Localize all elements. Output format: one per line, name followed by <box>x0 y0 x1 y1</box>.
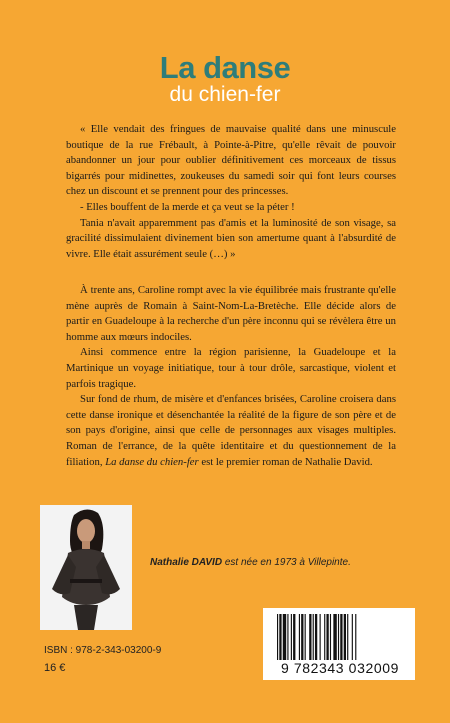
book-title: La danse <box>159 50 291 85</box>
barcode <box>263 608 415 680</box>
barcode-bar <box>279 614 281 660</box>
author-bio: est née en 1973 à Villepinte. <box>222 557 351 568</box>
barcode-bar <box>315 614 317 660</box>
barcode-bar <box>301 614 303 660</box>
barcode-bar <box>299 614 300 660</box>
author-name: Nathalie DAVID <box>150 557 223 568</box>
price: 16 € <box>44 662 66 674</box>
isbn: ISBN : 978-2-343-03200-9 <box>44 645 162 656</box>
quote-paragraph: - Elles bouffent de la merde et ça veut se la péter ! <box>80 200 295 213</box>
barcode-bar <box>333 614 336 660</box>
barcode-bar <box>305 614 306 660</box>
author-photo <box>40 505 132 630</box>
author-portrait-image <box>40 505 132 630</box>
quote-paragraph: Tania n'avait apparemment pas d'amis et la luminosité de son visage, sa gracilité dissimulaient divinement bien son amertume quant à l'absurdité de vivre. Elle était assurément seule (…) » <box>66 216 396 260</box>
barcode-bar <box>283 614 286 660</box>
synopsis-paragraph <box>66 392 396 470</box>
quote-paragraph: « Elle vendait des fringues de mauvaise qualité dans une minuscule boutique de la rue Frébault, à Pointe-à-Pitre, qu'elle rêvait de pouvoir abandonner un jour pour oublier définitivement ces morceaux de tissus bigarrés pour midinettes, zoukeuses du samedi soir qui font leurs courses chez un discount et se prennent pour des princesses. <box>66 123 396 198</box>
synopsis <box>66 283 396 470</box>
barcode-bar <box>344 614 346 660</box>
barcode-bar <box>293 614 295 660</box>
barcode-bar <box>338 614 339 660</box>
synopsis-paragraph: À trente ans, Caroline rompt avec la vie équilibrée mais frustrante qu'elle mène auprès de Romain à Saint-Nom-La-Bretèche. Elle décide alors de partir en Guadeloupe à la recherche d'un père inconnu qui se révèlera être un homme aux mœurs indociles. <box>66 284 396 343</box>
barcode-bar <box>313 614 314 660</box>
excerpt-quote <box>66 122 396 262</box>
synopsis-text: est le premier roman de Nathalie David. <box>198 455 373 468</box>
synopsis-text: Sur fond de rhum, de misère et d'enfances brisées, Caroline croisera dans cette danse ironique et désenchantée la réalité de la figure de son père et de son pays d'origine, ainsi que celle de personnages aux visages multiples. Roman de l'errance, de la quête identitaire et du questionnement de la filiation, <box>66 393 396 468</box>
author-caption <box>150 557 351 568</box>
barcode-bar <box>324 614 325 660</box>
barcode-bar <box>340 614 342 660</box>
barcode-bar <box>347 614 348 660</box>
barcode-bar <box>352 614 353 660</box>
synopsis-paragraph: Ainsi commence entre la région parisienne, la Guadeloupe et la Martinique un voyage initiatique, tour à tour drôle, sarcastique, violent et parfois tragique. <box>66 346 396 390</box>
barcode-bars <box>277 614 405 660</box>
barcode-digits: 9 782343 032009 <box>281 660 399 676</box>
barcode-bar <box>355 614 356 660</box>
synopsis-book-title: La danse du chien-fer <box>105 455 199 468</box>
barcode-bar <box>320 614 321 660</box>
barcode-bar <box>326 614 328 660</box>
barcode-bar <box>309 614 311 660</box>
barcode-bar <box>330 614 331 660</box>
book-subtitle: du chien-fer <box>169 83 281 106</box>
barcode-bar <box>277 614 278 660</box>
barcode-bar <box>287 614 288 660</box>
barcode-bar <box>291 614 292 660</box>
